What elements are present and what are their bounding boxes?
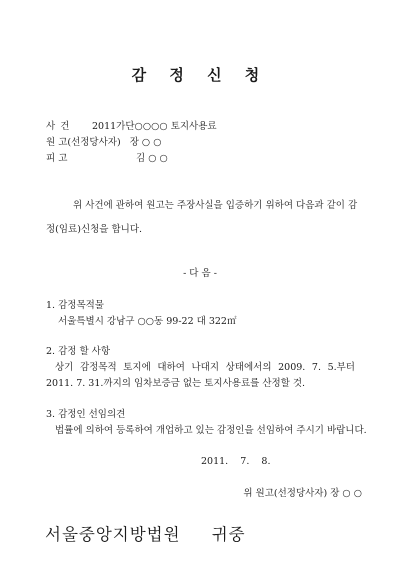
case-value: 2011가단○○○○ 토지사용료 xyxy=(92,121,217,132)
section-3-line-1: 법률에 의하여 등록하여 개업하고 있는 감정인을 선임하여 주시기 바랍니다. xyxy=(55,425,367,436)
court-addressee: 서울중앙지방법원 귀중 xyxy=(45,525,246,544)
plaintiff-label: 원 고(선정당사자) xyxy=(46,137,121,148)
document-title: 감 정 신 청 xyxy=(131,66,269,84)
case-line xyxy=(46,121,217,133)
defendant-label: 피 고 xyxy=(46,153,68,164)
defendant-value: 김 ○ ○ xyxy=(136,153,168,164)
defendant-line xyxy=(46,153,168,165)
section-1-heading: 1. 감정목적물 xyxy=(46,300,104,311)
divider-heading: - 다 음 - xyxy=(183,268,217,279)
intro-line-1: 위 사건에 관하여 원고는 주장사실을 입증하기 위하여 다음과 같이 감 xyxy=(73,200,358,211)
section-1-line-1: 서울특별시 강남구 ○○동 99-22 대 322㎡ xyxy=(58,316,237,327)
section-2-line-2: 2011. 7. 31.까지의 임차보증금 없는 토지사용료를 산정할 것. xyxy=(46,378,306,389)
case-label: 사 건 xyxy=(46,121,71,132)
plaintiff-line xyxy=(46,137,162,149)
signature-line: 위 원고(선정당사자) 장 ○ ○ xyxy=(243,488,362,499)
intro-line-2: 정(임료)신청을 합니다. xyxy=(46,224,143,235)
section-2-line-1: 상기 감정목적 토지에 대하여 나대지 상태에서의 2009. 7. 5.부터 xyxy=(55,362,355,373)
filing-date: 2011. 7. 8. xyxy=(201,456,271,467)
section-3-heading: 3. 감정인 선임의견 xyxy=(46,409,126,420)
plaintiff-value: 장 ○ ○ xyxy=(129,137,162,148)
section-2-heading: 2. 감정 할 사항 xyxy=(46,346,111,357)
